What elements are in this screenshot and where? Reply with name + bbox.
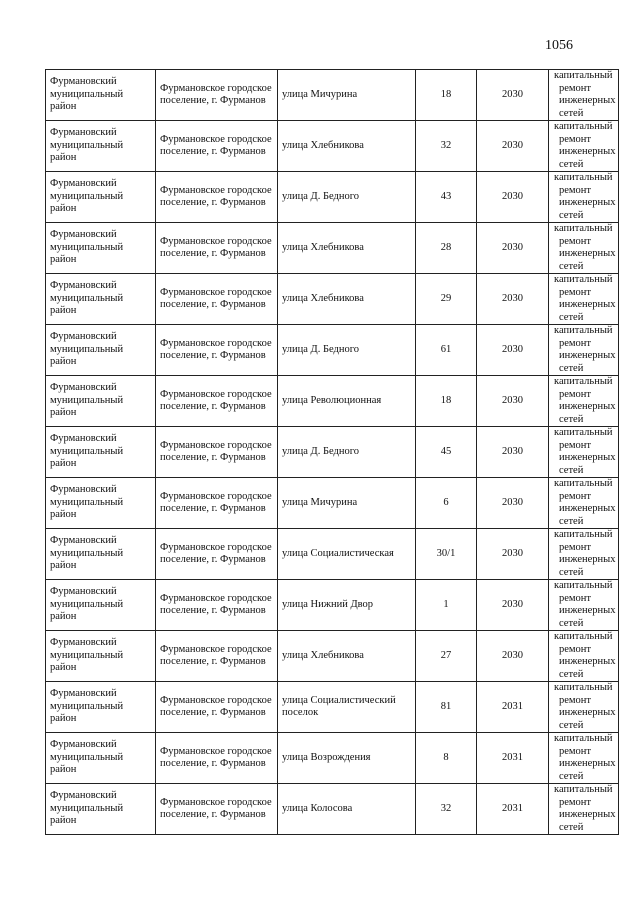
district-cell: Фурмановский муниципальный район <box>46 427 156 478</box>
street-cell: улица Мичурина <box>278 70 416 121</box>
work-type-cell <box>549 121 619 172</box>
settlement-cell: Фурмановское городское поселение, г. Фурманов <box>156 70 278 121</box>
house-number-cell: 8 <box>416 733 477 784</box>
year-cell: 2031 <box>477 784 549 835</box>
year-cell: 2030 <box>477 529 549 580</box>
year-cell: 2030 <box>477 325 549 376</box>
work-type-cell <box>549 529 619 580</box>
work-type-rest: ремонт инженерных сетей <box>559 592 616 629</box>
table-row <box>46 631 619 682</box>
repair-schedule-table <box>45 69 619 835</box>
work-type-first-line: капитальный <box>554 580 613 591</box>
house-number-cell: 6 <box>416 478 477 529</box>
district-cell: Фурмановский муниципальный район <box>46 682 156 733</box>
house-number-cell: 18 <box>416 376 477 427</box>
work-type-first-line: капитальный <box>554 121 613 132</box>
settlement-cell: Фурмановское городское поселение, г. Фурманов <box>156 376 278 427</box>
district-cell: Фурмановский муниципальный район <box>46 325 156 376</box>
settlement-cell: Фурмановское городское поселение, г. Фурманов <box>156 325 278 376</box>
street-cell: улица Нижний Двор <box>278 580 416 631</box>
work-type-first-line: капитальный <box>554 682 613 693</box>
table-row <box>46 580 619 631</box>
work-type-first-line: капитальный <box>554 376 613 387</box>
page-number: 1056 <box>545 38 573 53</box>
year-cell: 2031 <box>477 682 549 733</box>
street-cell: улица Революционная <box>278 376 416 427</box>
district-cell: Фурмановский муниципальный район <box>46 580 156 631</box>
work-type-first-line: капитальный <box>554 325 613 336</box>
work-type-cell <box>549 172 619 223</box>
district-cell: Фурмановский муниципальный район <box>46 631 156 682</box>
table-row <box>46 682 619 733</box>
house-number-cell: 81 <box>416 682 477 733</box>
table-row <box>46 376 619 427</box>
house-number-cell: 32 <box>416 784 477 835</box>
settlement-cell: Фурмановское городское поселение, г. Фурманов <box>156 274 278 325</box>
house-number-cell: 45 <box>416 427 477 478</box>
work-type-rest: ремонт инженерных сетей <box>559 694 616 731</box>
house-number-cell: 18 <box>416 70 477 121</box>
settlement-cell: Фурмановское городское поселение, г. Фурманов <box>156 121 278 172</box>
work-type-cell <box>549 580 619 631</box>
street-cell: улица Хлебникова <box>278 631 416 682</box>
settlement-cell: Фурмановское городское поселение, г. Фурманов <box>156 784 278 835</box>
work-type-first-line: капитальный <box>554 223 613 234</box>
work-type-rest: ремонт инженерных сетей <box>559 796 616 833</box>
work-type-first-line: капитальный <box>554 631 613 642</box>
year-cell: 2030 <box>477 172 549 223</box>
table-row <box>46 274 619 325</box>
work-type-rest: ремонт инженерных сетей <box>559 439 616 476</box>
settlement-cell: Фурмановское городское поселение, г. Фурманов <box>156 223 278 274</box>
settlement-cell: Фурмановское городское поселение, г. Фурманов <box>156 682 278 733</box>
table-row <box>46 733 619 784</box>
work-type-cell <box>549 733 619 784</box>
year-cell: 2030 <box>477 274 549 325</box>
district-cell: Фурмановский муниципальный район <box>46 121 156 172</box>
house-number-cell: 32 <box>416 121 477 172</box>
house-number-cell: 1 <box>416 580 477 631</box>
table-row <box>46 478 619 529</box>
work-type-first-line: капитальный <box>554 427 613 438</box>
work-type-cell <box>549 223 619 274</box>
work-type-cell <box>549 376 619 427</box>
table-row <box>46 427 619 478</box>
year-cell: 2030 <box>477 376 549 427</box>
work-type-rest: ремонт инженерных сетей <box>559 541 616 578</box>
district-cell: Фурмановский муниципальный район <box>46 733 156 784</box>
street-cell: улица Социалистический поселок <box>278 682 416 733</box>
table-body <box>46 70 619 835</box>
work-type-cell <box>549 274 619 325</box>
settlement-cell: Фурмановское городское поселение, г. Фурманов <box>156 529 278 580</box>
work-type-first-line: капитальный <box>554 274 613 285</box>
settlement-cell: Фурмановское городское поселение, г. Фурманов <box>156 580 278 631</box>
year-cell: 2030 <box>477 121 549 172</box>
work-type-cell <box>549 70 619 121</box>
work-type-rest: ремонт инженерных сетей <box>559 286 616 323</box>
work-type-cell <box>549 325 619 376</box>
house-number-cell: 29 <box>416 274 477 325</box>
street-cell: улица Хлебникова <box>278 121 416 172</box>
street-cell: улица Д. Бедного <box>278 172 416 223</box>
work-type-cell <box>549 478 619 529</box>
district-cell: Фурмановский муниципальный район <box>46 223 156 274</box>
house-number-cell: 27 <box>416 631 477 682</box>
year-cell: 2030 <box>477 478 549 529</box>
work-type-rest: ремонт инженерных сетей <box>559 490 616 527</box>
district-cell: Фурмановский муниципальный район <box>46 529 156 580</box>
street-cell: улица Хлебникова <box>278 223 416 274</box>
settlement-cell: Фурмановское городское поселение, г. Фурманов <box>156 478 278 529</box>
settlement-cell: Фурмановское городское поселение, г. Фурманов <box>156 631 278 682</box>
district-cell: Фурмановский муниципальный район <box>46 70 156 121</box>
work-type-rest: ремонт инженерных сетей <box>559 745 616 782</box>
year-cell: 2030 <box>477 427 549 478</box>
work-type-first-line: капитальный <box>554 478 613 489</box>
year-cell: 2031 <box>477 733 549 784</box>
house-number-cell: 30/1 <box>416 529 477 580</box>
work-type-first-line: капитальный <box>554 733 613 744</box>
settlement-cell: Фурмановское городское поселение, г. Фурманов <box>156 172 278 223</box>
work-type-cell <box>549 427 619 478</box>
work-type-cell <box>549 631 619 682</box>
settlement-cell: Фурмановское городское поселение, г. Фурманов <box>156 427 278 478</box>
work-type-rest: ремонт инженерных сетей <box>559 82 616 119</box>
district-cell: Фурмановский муниципальный район <box>46 274 156 325</box>
work-type-rest: ремонт инженерных сетей <box>559 337 616 374</box>
street-cell: улица Д. Бедного <box>278 325 416 376</box>
work-type-cell <box>549 682 619 733</box>
table-row <box>46 121 619 172</box>
work-type-first-line: капитальный <box>554 529 613 540</box>
work-type-rest: ремонт инженерных сетей <box>559 643 616 680</box>
house-number-cell: 61 <box>416 325 477 376</box>
house-number-cell: 28 <box>416 223 477 274</box>
year-cell: 2030 <box>477 223 549 274</box>
street-cell: улица Д. Бедного <box>278 427 416 478</box>
work-type-first-line: капитальный <box>554 172 613 183</box>
district-cell: Фурмановский муниципальный район <box>46 376 156 427</box>
work-type-rest: ремонт инженерных сетей <box>559 184 616 221</box>
year-cell: 2030 <box>477 70 549 121</box>
district-cell: Фурмановский муниципальный район <box>46 784 156 835</box>
table-row <box>46 172 619 223</box>
table-row <box>46 223 619 274</box>
table-row <box>46 784 619 835</box>
work-type-first-line: капитальный <box>554 784 613 795</box>
street-cell: улица Возрождения <box>278 733 416 784</box>
district-cell: Фурмановский муниципальный район <box>46 478 156 529</box>
street-cell: улица Мичурина <box>278 478 416 529</box>
work-type-first-line: капитальный <box>554 70 613 81</box>
settlement-cell: Фурмановское городское поселение, г. Фурманов <box>156 733 278 784</box>
work-type-rest: ремонт инженерных сетей <box>559 133 616 170</box>
work-type-cell <box>549 784 619 835</box>
table-row <box>46 325 619 376</box>
street-cell: улица Колосова <box>278 784 416 835</box>
work-type-rest: ремонт инженерных сетей <box>559 388 616 425</box>
table-row <box>46 70 619 121</box>
year-cell: 2030 <box>477 580 549 631</box>
street-cell: улица Хлебникова <box>278 274 416 325</box>
table-row <box>46 529 619 580</box>
work-type-rest: ремонт инженерных сетей <box>559 235 616 272</box>
district-cell: Фурмановский муниципальный район <box>46 172 156 223</box>
house-number-cell: 43 <box>416 172 477 223</box>
street-cell: улица Социалистическая <box>278 529 416 580</box>
year-cell: 2030 <box>477 631 549 682</box>
